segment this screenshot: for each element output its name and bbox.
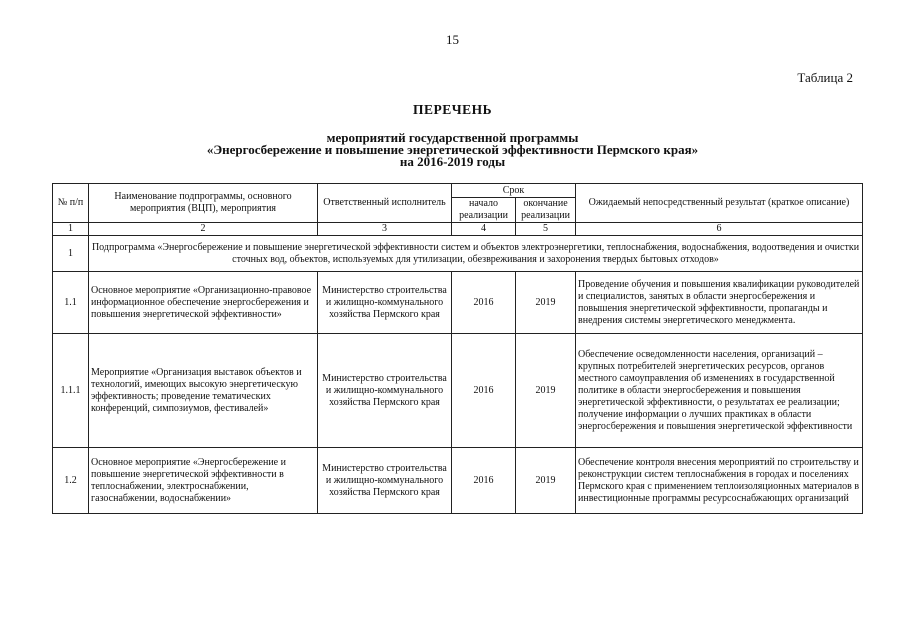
activities-table: [52, 183, 863, 514]
page-number: 15: [446, 32, 459, 47]
row-end: 2019: [516, 448, 576, 514]
header-start: начало реализации: [452, 198, 516, 223]
row-result: Обеспечение осведомленности населения, организаций – крупных потребителей энергетических ресурсов, органов местного самоуправления об изменениях в государственной политике в области энергосбережения и повышения энергетической эффективности, о результатах ее реализации; получение информации о лучших практиках в области энергосбережения и повышения энергетической эффективности: [576, 334, 863, 448]
row-start: 2016: [452, 334, 516, 448]
row-num: 1.1: [53, 272, 89, 334]
table-row: [53, 272, 863, 334]
heading-line-3: на 2016-2019 годы: [399, 154, 506, 169]
table-label: Таблица 2: [797, 70, 853, 85]
document-heading: [0, 102, 905, 168]
header-name: Наименование подпрограммы, основного мероприятия (ВЦП), мероприятия: [89, 184, 318, 223]
row-name: Основное мероприятие «Организационно-правовое информационное обеспечение энергосбережения и повышения энергетической эффективности»: [89, 272, 318, 334]
heading-title: ПЕРЕЧЕНЬ: [412, 102, 493, 117]
row-executor: Министерство строительства и жилищно-коммунального хозяйства Пермского края: [318, 272, 452, 334]
table-row: [53, 448, 863, 514]
row-result: Обеспечение контроля внесения мероприятий по строительству и реконструкции систем теплоснабжения в городах и поселениях Пермского края с применением теплоизоляционных материалов в инвестиционные программы ресурсоснабжающих организаций: [576, 448, 863, 514]
subprogram-num: 1: [53, 236, 89, 272]
col-number: 1: [53, 223, 89, 236]
subprogram-row: [53, 236, 863, 272]
row-executor: Министерство строительства и жилищно-коммунального хозяйства Пермского края: [318, 448, 452, 514]
col-number: 3: [318, 223, 452, 236]
row-start: 2016: [452, 272, 516, 334]
header-result: Ожидаемый непосредственный результат (краткое описание): [576, 184, 863, 223]
row-num: 1.1.1: [53, 334, 89, 448]
col-number: 6: [576, 223, 863, 236]
row-name: Основное мероприятие «Энергосбережение и повышение энергетической эффективности в теплоснабжении, электроснабжении, газоснабжении, водоснабжении»: [89, 448, 318, 514]
table-row: [53, 334, 863, 448]
heading-line-2: «Энергосбережение и повышение энергетической эффективности Пермского края»: [206, 142, 699, 157]
row-end: 2019: [516, 334, 576, 448]
header-executor: Ответственный исполнитель: [318, 184, 452, 223]
col-number: 5: [516, 223, 576, 236]
heading-line-1: мероприятий государственной программы: [326, 130, 579, 145]
row-name: Мероприятие «Организация выставок объектов и технологий, имеющих высокую энергетическую эффективность; проведение тематических конференций, симпозиумов, фестивалей»: [89, 334, 318, 448]
header-term: Срок: [452, 184, 576, 198]
column-numbers-row: [53, 223, 863, 236]
col-number: 4: [452, 223, 516, 236]
row-executor: Министерство строительства и жилищно-коммунального хозяйства Пермского края: [318, 334, 452, 448]
row-result: Проведение обучения и повышения квалификации руководителей и специалистов, занятых в области энергосбережения и повышения энергетической эффективности, пропаганды и внедрения системы энергетического менеджмента.: [576, 272, 863, 334]
subprogram-text: Подпрограмма «Энергосбережение и повышение энергетической эффективности систем и объектов электроэнергетики, теплоснабжения, водоснабжения, водоотведения и очистки сточных вод, объектов, используемых для утилизации, обезвреживания и захоронения твердых бытовых отходов»: [89, 236, 863, 272]
header-end: окончание реализации: [516, 198, 576, 223]
row-start: 2016: [452, 448, 516, 514]
col-number: 2: [89, 223, 318, 236]
row-end: 2019: [516, 272, 576, 334]
header-num: № п/п: [53, 184, 89, 223]
row-num: 1.2: [53, 448, 89, 514]
